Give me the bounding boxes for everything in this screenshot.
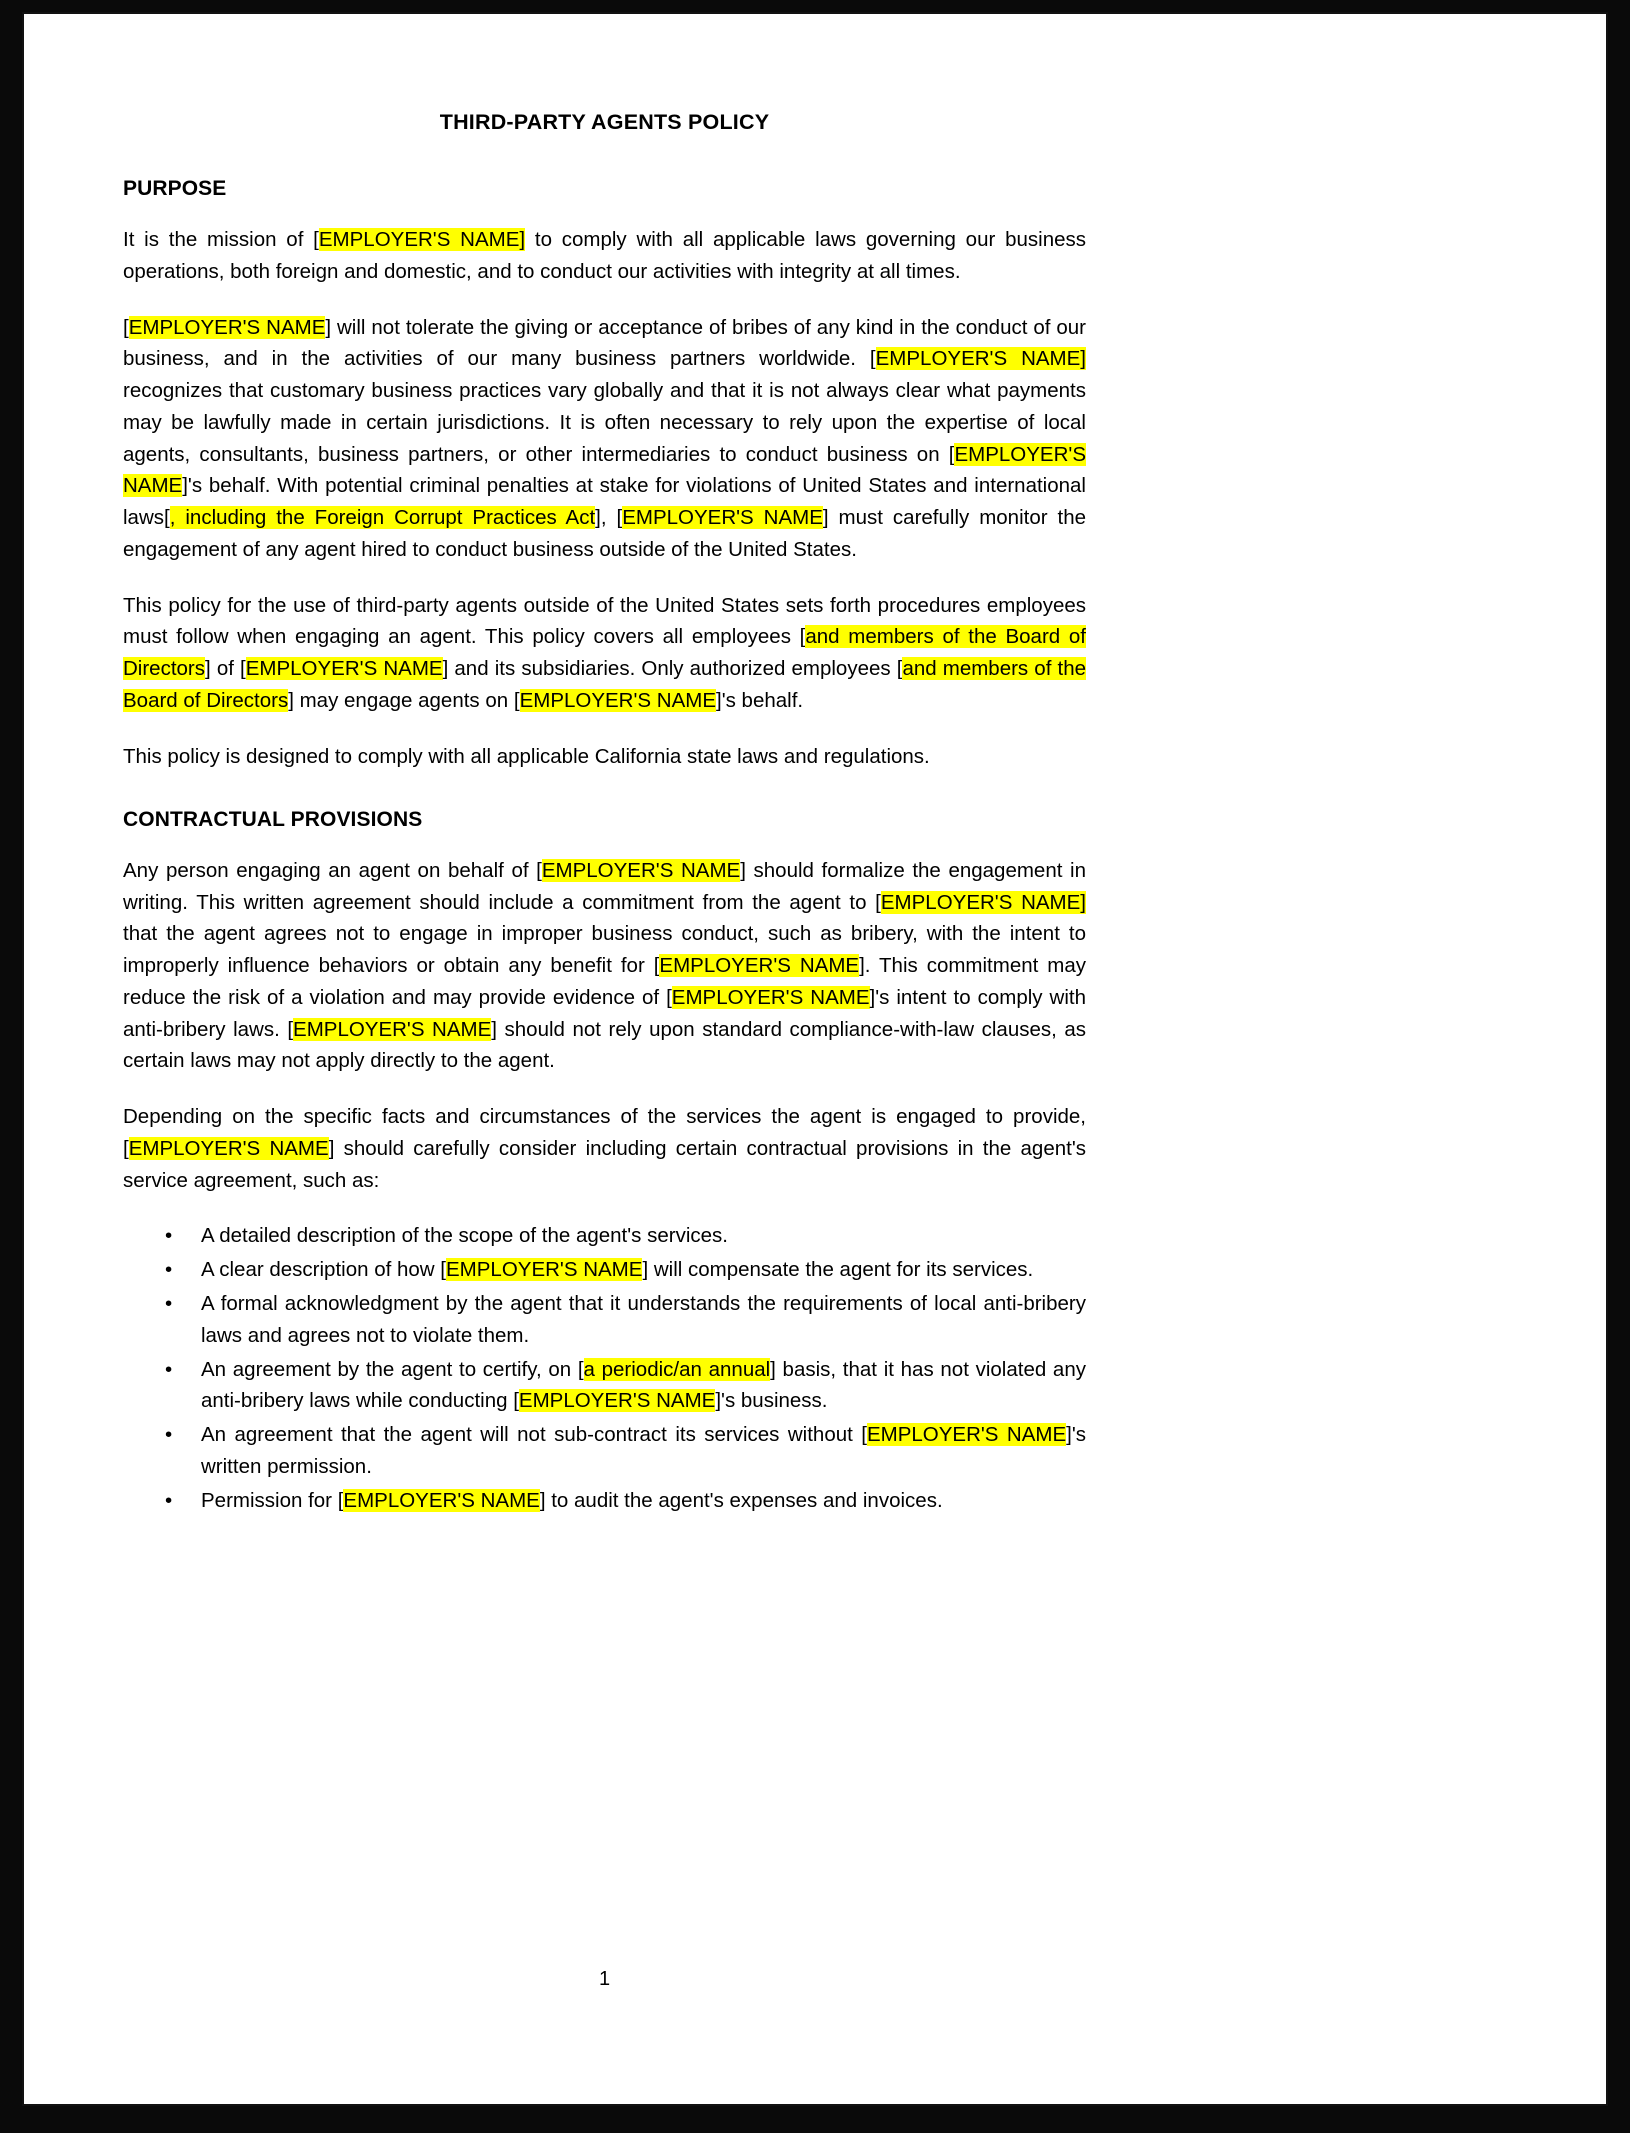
highlighted-placeholder: EMPLOYER'S NAME <box>446 1258 643 1282</box>
page-title: THIRD-PARTY AGENTS POLICY <box>439 110 770 134</box>
paragraph: Any person engaging an agent on behalf of [EMPLOYER'S NAME] should formalize the engagement in writing. This written agreement should include a commitment from the agent to [EMPLOYER'S NAME] that the agent agrees not to engage in improper business conduct, such as bribery, with the intent to improperly influence behaviors or obtain any benefit for [EMPLOYER'S NAME]. This commitment may reduce the risk of a violation and may provide evidence of [EMPLOYER'S NAME]'s intent to comply with anti-bribery laws. [EMPLOYER'S NAME] should not rely upon standard compliance-with-law clauses, as certain laws may not apply directly to the agent. <box>123 858 1087 1073</box>
paragraph: This policy is designed to comply with all applicable California state laws and regulations. <box>123 744 930 768</box>
list-item <box>123 1354 1086 1418</box>
paragraph: [EMPLOYER'S NAME] will not tolerate the giving or acceptance of bribes of any kind in the conduct of our business, and in the activities of our many business partners worldwide. [EMPLOYER'S NAME] recognizes that customary business practices vary globally and that it is not always clear what payments may be lawfully made in certain jurisdictions. It is often necessary to rely upon the expertise of local agents, consultants, business partners, or other intermediaries to conduct business on [EMPLOYER'S NAME]'s behalf. With potential criminal penalties at stake for violations of United States and international laws[, including the Foreign Corrupt Practices Act], [EMPLOYER'S NAME] must carefully monitor the engagement of any agent hired to conduct business outside of the United States. <box>123 315 1086 561</box>
highlighted-placeholder: EMPLOYER'S NAME <box>245 657 443 681</box>
bullet-marker-icon: • <box>165 1258 173 1282</box>
list-item-text: A formal acknowledgment by the agent that it understands the requirements of local anti-bribery laws and agrees not to violate them. <box>201 1291 1086 1347</box>
bullet-marker-icon: • <box>165 1357 173 1381</box>
highlighted-placeholder: and members of the Board of Directors <box>123 625 1086 681</box>
highlighted-placeholder: EMPLOYER'S NAME <box>541 858 741 882</box>
highlighted-placeholder: EMPLOYER'S NAME <box>293 1017 492 1041</box>
section-heading-contractual-provisions: CONTRACTUAL PROVISIONS <box>123 807 423 831</box>
highlighted-placeholder: EMPLOYER'S NAME <box>659 954 860 978</box>
highlighted-placeholder: EMPLOYER'S NAME <box>128 315 326 339</box>
highlighted-placeholder: EMPLOYER'S NAME <box>519 689 716 712</box>
highlighted-placeholder: EMPLOYER'S NAME <box>123 442 1086 498</box>
list-item <box>123 1419 1086 1483</box>
list-item-text: Permission for [EMPLOYER'S NAME] to audit the agent's expenses and invoices. <box>201 1488 943 1512</box>
highlighted-placeholder: EMPLOYER'S NAME <box>622 506 823 530</box>
highlighted-placeholder: and members of the Board of Directors <box>123 657 1086 712</box>
list-item <box>123 1220 1086 1252</box>
bullet-marker-icon: • <box>165 1291 173 1315</box>
list-item <box>123 1254 1086 1286</box>
highlighted-placeholder: EMPLOYER'S NAME <box>866 1423 1067 1447</box>
highlighted-placeholder: EMPLOYER'S NAME <box>343 1488 540 1512</box>
bullet-marker-icon: • <box>165 1224 173 1248</box>
highlighted-placeholder: EMPLOYER'S NAME <box>671 985 870 1009</box>
highlighted-placeholder: a periodic/an annual <box>583 1357 771 1381</box>
document-body <box>123 110 1086 1518</box>
bullet-marker-icon: • <box>165 1488 173 1512</box>
document-page <box>22 12 1608 2106</box>
list-item-text: An agreement that the agent will not sub-contract its services without [EMPLOYER'S NAME]'s written permission. <box>201 1423 1086 1478</box>
highlighted-placeholder: EMPLOYER'S NAME] <box>880 890 1086 914</box>
highlighted-placeholder: EMPLOYER'S NAME] <box>318 228 526 252</box>
list-item-text: A detailed description of the scope of the agent's services. <box>201 1224 728 1248</box>
list-item-text: An agreement by the agent to certify, on [a periodic/an annual] basis, that it has not violated any anti-bribery laws while conducting [EMPLOYER'S NAME]'s business. <box>201 1357 1086 1413</box>
section-heading-purpose: PURPOSE <box>123 176 227 200</box>
page-number-footer: 1 <box>598 1968 611 1990</box>
list-item <box>123 1485 1086 1517</box>
provisions-bullet-list <box>123 1220 1086 1516</box>
highlighted-placeholder: EMPLOYER'S NAME <box>518 1389 716 1413</box>
list-item <box>123 1288 1086 1352</box>
highlighted-placeholder: EMPLOYER'S NAME] <box>875 347 1086 371</box>
highlighted-placeholder: , including the Foreign Corrupt Practices Act <box>169 506 596 530</box>
paragraph: It is the mission of [EMPLOYER'S NAME] to comply with all applicable laws governing our business operations, both foreign and domestic, and to conduct our activities with integrity at all times. <box>123 228 1086 283</box>
paragraph: Depending on the specific facts and circumstances of the services the agent is engaged to provide, [EMPLOYER'S NAME] should carefully consider including certain contractual provisions in the agent's service agreement, such as: <box>123 1105 1086 1192</box>
list-item-text: A clear description of how [EMPLOYER'S NAME] will compensate the agent for its services. <box>201 1258 1034 1282</box>
paragraph: This policy for the use of third-party agents outside of the United States sets forth procedures employees must follow when engaging an agent. This policy covers all employees [and members of the Board of Directors] of [EMPLOYER'S NAME] and its subsidiaries. Only authorized employees [and members of the Board of Directors] may engage agents on [EMPLOYER'S NAME]'s behalf. <box>123 593 1086 712</box>
highlighted-placeholder: EMPLOYER'S NAME <box>128 1136 329 1160</box>
bullet-marker-icon: • <box>165 1423 173 1447</box>
